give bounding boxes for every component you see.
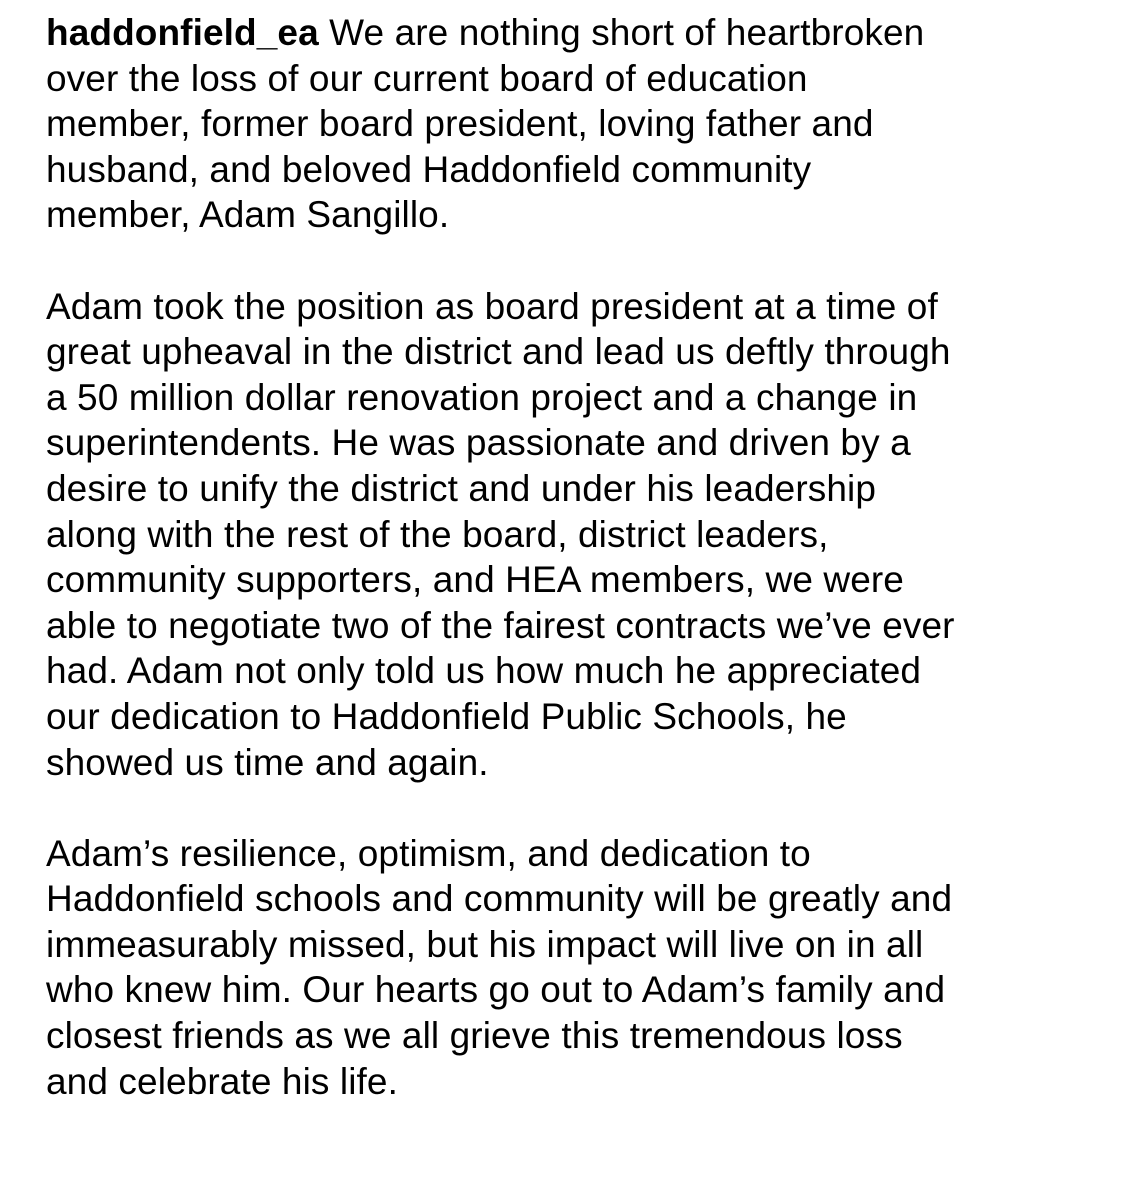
- caption-paragraph-3: Adam’s resilience, optimism, and dedication to Haddonfield schools and community will be greatly and immeasurably missed, but his impact will live on in all who knew him. Our hearts go out to Adam’s family and closest friends as we all grieve this tremendous loss and celebrate his life.: [46, 832, 953, 1102]
- caption-text-1: We are nothing short of heartbroken over the loss of our current board of education member, former board president, loving father and husband, and beloved Haddonfield community member, Adam Sangillo.: [46, 12, 925, 236]
- caption-paragraph-2: Adam took the position as board president at a time of great upheaval in the district and lead us deftly through a 50 million dollar renovation project and a change in superintendents. He was passionate and driven by a desire to unify the district and under his leadership along with the rest of the board, district leaders, community supporters, and HEA members, we were able to negotiate two of the fairest contracts we’ve ever had. Adam not only told us how much he appreciated our dedication to Haddonfield Public Schools, he showed us time and again.: [46, 285, 955, 783]
- post-caption: [46, 10, 1126, 1150]
- username-link[interactable]: haddonfield_ea: [46, 12, 319, 53]
- caption-paragraph-1: [46, 10, 1126, 238]
